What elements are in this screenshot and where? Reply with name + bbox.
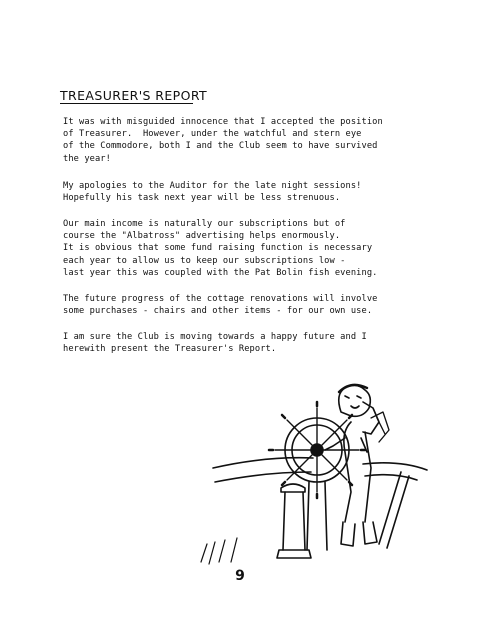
paragraph-treasurer-intro: It was with misguided innocence that I accepted the position of Treasurer. However, under the watchful and stern eye of the Commodore, both I and the Club seem to have survived the year! bbox=[63, 117, 383, 164]
report-title: TREASURER'S REPORT bbox=[60, 88, 208, 103]
paragraph-closing: I am sure the Club is moving towards a happy future and I herewith present the Treasurer's Report. bbox=[63, 332, 367, 355]
page-number: 9 bbox=[235, 568, 245, 584]
sailor-at-ships-wheel-icon bbox=[195, 372, 435, 572]
paragraph-income: Our main income is naturally our subscriptions but of course the "Albatross" advertising helps enormously. It is obvious that some fund raising function is necessary each year to allow us to keep our subscriptions low - last year this was coupled with the Pat Bolin fish evening. bbox=[63, 219, 378, 278]
paragraph-renovations: The future progress of the cottage renovations will involve some purchases - chairs and other items - for our own use. bbox=[63, 294, 378, 317]
paragraph-auditor-apology: My apologies to the Auditor for the late night sessions! Hopefully his task next year will be less strenuous. bbox=[63, 181, 362, 204]
title-underline bbox=[60, 103, 193, 104]
